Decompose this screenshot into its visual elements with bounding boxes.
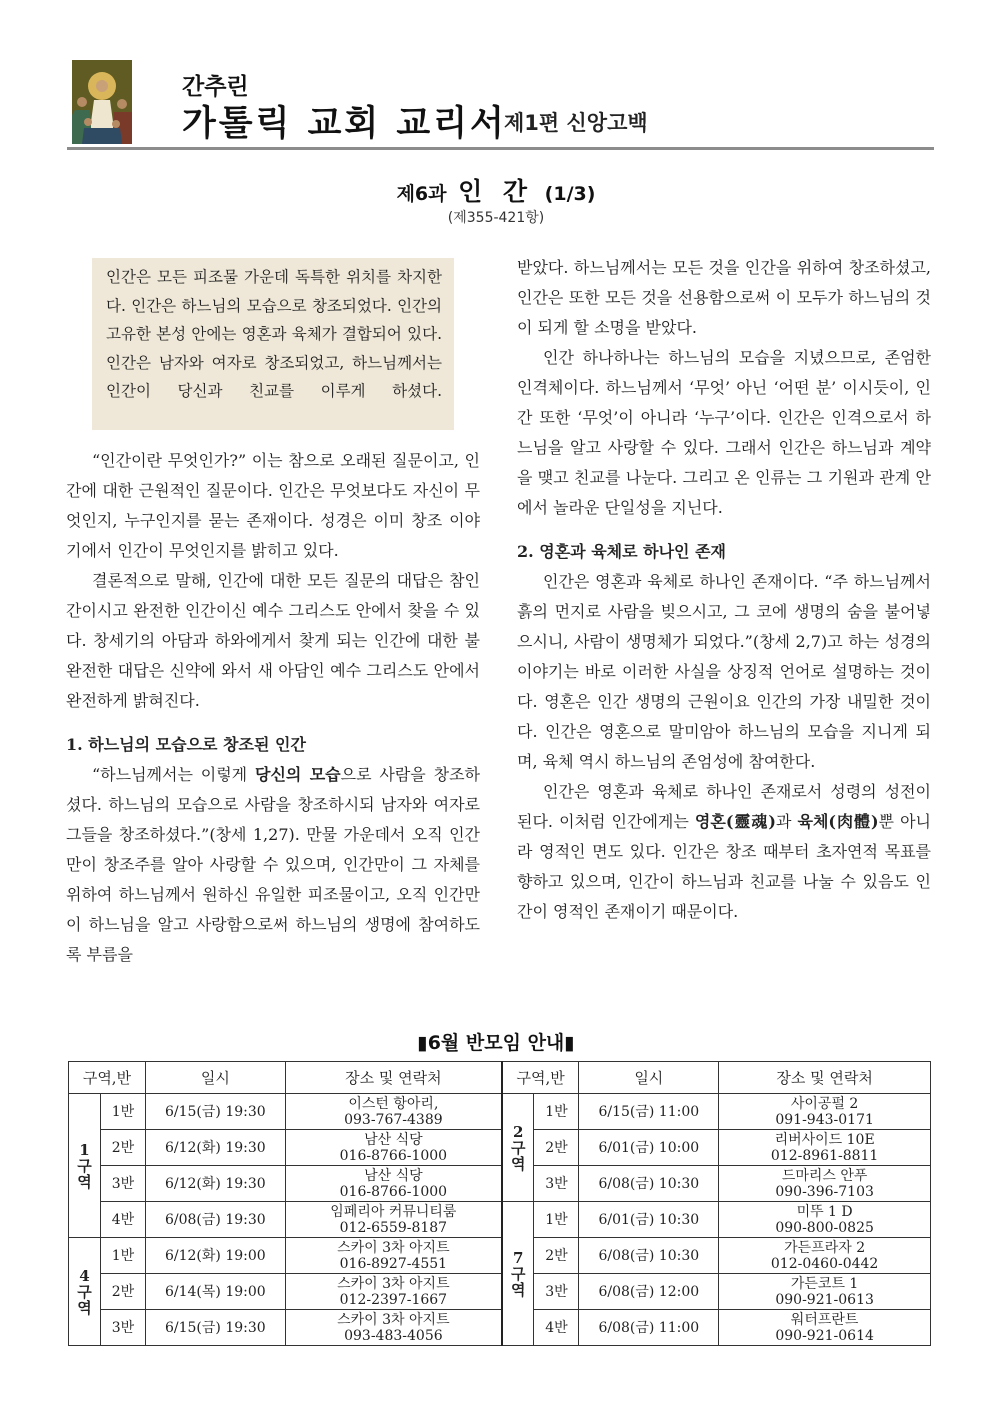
table-row	[69, 1202, 931, 1238]
place-cell	[285, 1310, 502, 1346]
column-header: 장소 및 연락처	[719, 1062, 931, 1094]
column-header: 일시	[145, 1062, 285, 1094]
ban-cell: 3반	[100, 1310, 145, 1346]
date-cell: 6/15(금) 19:30	[145, 1310, 285, 1346]
ban-cell: 2반	[100, 1130, 145, 1166]
table-row	[69, 1166, 931, 1202]
summary-box: 인간은 모든 피조물 가운데 독특한 위치를 차지한다. 인간은 하느님의 모습으로 창조되었다. 인간의 고유한 본성 안에는 영혼과 육체가 결합되어 있다. 인간은 남자와 여자로 창조되었고, 하느님께서는 인간이 당신과 친교를 이루게 하셨다.	[92, 258, 454, 430]
column-header: 구역,반	[69, 1062, 146, 1094]
date-cell: 6/12(화) 19:30	[145, 1166, 285, 1202]
place-cell	[285, 1274, 502, 1310]
place-name: 미뚜 1 D	[796, 1203, 853, 1220]
text-run: 뿐 아니라 영적인 면도 있다. 인간은 창조 때부터 초자연적 목표를 향하고 있으며, 인간이 하느님과 친교를 나눌 수 있음도 인간이 영적인 존재이기 때문이다.	[517, 812, 931, 921]
bold-text: 당신의 모습	[255, 765, 341, 784]
table-row	[69, 1274, 931, 1310]
page-header	[72, 60, 934, 150]
zone-label: 4구역	[77, 1266, 92, 1317]
column-header: 일시	[579, 1062, 719, 1094]
date-cell: 6/08(금) 10:30	[579, 1238, 719, 1274]
date-cell: 6/08(금) 10:30	[579, 1166, 719, 1202]
date-cell: 6/01(금) 10:00	[579, 1130, 719, 1166]
place-cell	[285, 1094, 502, 1130]
ban-cell: 2반	[534, 1130, 579, 1166]
text-run: 과	[775, 812, 798, 831]
phone-number: 093-767-4389	[344, 1111, 443, 1128]
phone-number: 016-8766-1000	[339, 1147, 448, 1164]
ban-cell: 4반	[100, 1202, 145, 1238]
table-row	[69, 1130, 931, 1166]
phone-number: 090-800-0825	[775, 1219, 874, 1236]
place-cell	[285, 1202, 502, 1238]
date-cell: 6/15(금) 19:30	[145, 1094, 285, 1130]
place-name: 스카이 3차 아지트	[337, 1239, 450, 1256]
place-name: 이스턴 항아리,	[348, 1095, 439, 1112]
header-title: 가톨릭 교회 교리서	[182, 104, 507, 144]
text-run: “하느님께서는 이렇게	[92, 765, 255, 784]
place-name: 리버사이드 10E	[774, 1131, 875, 1148]
place-cell	[285, 1238, 502, 1274]
text-run: 인간은 영혼과 육체로 하나인 존재로서 성령의 성전이 된다. 이처럼 인간에게는	[517, 782, 931, 831]
bold-text: 육체(肉體)	[797, 812, 879, 831]
date-cell: 6/08(금) 11:00	[579, 1310, 719, 1346]
lesson-name: 인 간	[458, 177, 534, 206]
header-subtitle: 간추린	[182, 74, 249, 100]
date-cell: 6/12(화) 19:30	[145, 1130, 285, 1166]
phone-number: 090-921-0614	[775, 1327, 874, 1344]
date-cell: 6/08(금) 19:30	[145, 1202, 285, 1238]
phone-number: 093-483-4056	[344, 1327, 443, 1344]
lesson-part: (1/3)	[544, 183, 596, 205]
column-header: 장소 및 연락처	[285, 1062, 502, 1094]
phone-number: 012-0460-0442	[770, 1255, 879, 1272]
place-cell	[719, 1166, 931, 1202]
header-part: 제1편 신앙고백	[504, 111, 648, 135]
table-header-row	[69, 1062, 931, 1094]
lesson-title	[0, 172, 992, 208]
phone-number: 016-8927-4551	[339, 1255, 448, 1272]
phone-number: 012-2397-1667	[339, 1291, 448, 1308]
place-cell	[719, 1202, 931, 1238]
ban-cell: 1반	[534, 1094, 579, 1130]
left-column	[66, 446, 480, 970]
ban-cell: 1반	[534, 1202, 579, 1238]
place-name: 임페리아 커뮤니티룸	[330, 1203, 457, 1220]
place-name: 사이공펄 2	[790, 1095, 859, 1112]
phone-number: 012-6559-8187	[339, 1219, 448, 1236]
schedule-table	[68, 1061, 931, 1346]
text-run: 으로 사람을 창조하셨다. 하느님의 모습으로 사람을 창조하시되 남자와 여자로 그들을 창조하셨다.”(창세 1,27). 만물 가운데서 오직 인간만이 창조주를 알아 사랑할 수 있으며, 인간만이 그 자체를 위하여 하느님께서 원하신 유일한 피조물이고, 오직 인간만이 하느님을 알고 사랑함으로써 하느님의 생명에 참여하도록 부름을	[66, 765, 480, 964]
place-name: 드마리스 안푸	[781, 1167, 868, 1184]
paragraph: 인간은 영혼과 육체로 하나인 존재이다. “주 하느님께서 흙의 먼지로 사람을 빚으시고, 그 코에 생명의 숨을 불어넣으시니, 사람이 생명체가 되었다.”(창세 2,7)고 하는 성경의 이야기는 바로 이러한 사실을 상징적 언어로 설명하는 것이다. 영혼은 인간 생명의 근원이요 인간의 가장 내밀한 것이다. 인간은 영혼으로 말미암아 하느님의 모습을 지니게 되며, 육체 역시 하느님의 존엄성에 참여한다.	[517, 572, 931, 771]
place-name: 스카이 3차 아지트	[337, 1311, 450, 1328]
paragraph: 받았다. 하느님께서는 모든 것을 인간을 위하여 창조하셨고, 인간은 또한 모든 것을 선용함으로써 이 모두가 하느님의 것이 되게 할 소명을 받았다.	[517, 258, 931, 337]
ban-cell: 3반	[534, 1166, 579, 1202]
zone-label: 1구역	[77, 1140, 92, 1191]
place-cell	[719, 1274, 931, 1310]
lesson-number: 제6과	[396, 183, 447, 205]
paragraph: 결론적으로 말해, 인간에 대한 모든 질문의 대답은 참인간이시고 완전한 인간이신 예수 그리스도 안에서 찾을 수 있다. 창세기의 아담과 하와에게서 찾게 되는 인간에 대한 불완전한 대답은 신약에 와서 새 아담인 예수 그리스도 안에서 완전하게 밝혀진다.	[66, 571, 480, 710]
place-cell	[719, 1238, 931, 1274]
jesus-disciples-image	[72, 60, 132, 144]
ban-cell: 3반	[534, 1274, 579, 1310]
column-header: 구역,반	[502, 1062, 579, 1094]
ban-cell: 3반	[100, 1166, 145, 1202]
date-cell: 6/01(금) 10:30	[579, 1202, 719, 1238]
ban-cell: 1반	[100, 1094, 145, 1130]
place-cell	[285, 1166, 502, 1202]
paragraph: “인간이란 무엇인가?” 이는 참으로 오래된 질문이고, 인간에 대한 근원적인 질문이다. 인간은 무엇보다도 자신이 무엇인지, 누구인지를 묻는 존재이다. 성경은 이미 창조 이야기에서 인간이 무엇인지를 밝히고 있다.	[66, 451, 480, 560]
place-name: 남산 식당	[364, 1131, 423, 1148]
phone-number: 090-396-7103	[775, 1183, 874, 1200]
place-cell	[285, 1130, 502, 1166]
zone-cell	[502, 1094, 534, 1202]
lesson-range: (제355-421항)	[447, 210, 545, 226]
phone-number: 091-943-0171	[775, 1111, 874, 1128]
ban-cell: 2반	[534, 1238, 579, 1274]
place-cell	[719, 1310, 931, 1346]
phone-number: 016-8766-1000	[339, 1183, 448, 1200]
bold-text: 영혼(靈魂)	[694, 812, 776, 831]
place-name: 남산 식당	[364, 1167, 423, 1184]
right-column	[517, 253, 931, 927]
date-cell: 6/08(금) 12:00	[579, 1274, 719, 1310]
place-name: 스카이 3차 아지트	[337, 1275, 450, 1292]
date-cell: 6/14(목) 19:00	[145, 1274, 285, 1310]
place-cell	[719, 1130, 931, 1166]
ban-cell: 1반	[100, 1238, 145, 1274]
place-name: 워터프란트	[790, 1311, 859, 1328]
zone-cell	[69, 1094, 101, 1238]
place-cell	[719, 1094, 931, 1130]
phone-number: 090-921-0613	[775, 1291, 874, 1308]
logo-illustration	[72, 60, 132, 144]
paragraph: 인간 하나하나는 하느님의 모습을 지녔으므로, 존엄한 인격체이다. 하느님께서 ‘무엇’ 아닌 ‘어떤 분’ 이시듯이, 인간 또한 ‘무엇’이 아니라 ‘누구’이다. 인간은 인격으로서 하느님을 알고 사랑할 수 있다. 그래서 인간은 하느님과 계약을 맺고 친교를 나눈다. 그리고 온 인류는 그 기원과 관계 안에서 놀라운 단일성을 지닌다.	[517, 348, 931, 517]
paragraph	[517, 777, 931, 927]
zone-label: 2구역	[510, 1122, 526, 1173]
date-cell: 6/12(화) 19:00	[145, 1238, 285, 1274]
zone-cell	[502, 1202, 534, 1346]
table-row	[69, 1310, 931, 1346]
ban-cell: 2반	[100, 1274, 145, 1310]
date-cell: 6/15(금) 11:00	[579, 1094, 719, 1130]
place-name: 가든코트 1	[790, 1275, 859, 1292]
zone-cell	[69, 1238, 101, 1346]
schedule-title: ▮6월 반모임 안내▮	[417, 1032, 575, 1054]
phone-number: 012-8961-8811	[770, 1147, 879, 1164]
paragraph	[66, 760, 480, 970]
section-heading: 2. 영혼과 육체로 하나인 존재	[517, 542, 727, 561]
table-row	[69, 1238, 931, 1274]
ban-cell: 4반	[534, 1310, 579, 1346]
header-divider	[67, 147, 934, 150]
zone-label: 7구역	[510, 1248, 526, 1299]
table-row	[69, 1094, 931, 1130]
section-heading: 1. 하느님의 모습으로 창조된 인간	[66, 735, 306, 754]
place-name: 가든프라자 2	[784, 1239, 866, 1256]
